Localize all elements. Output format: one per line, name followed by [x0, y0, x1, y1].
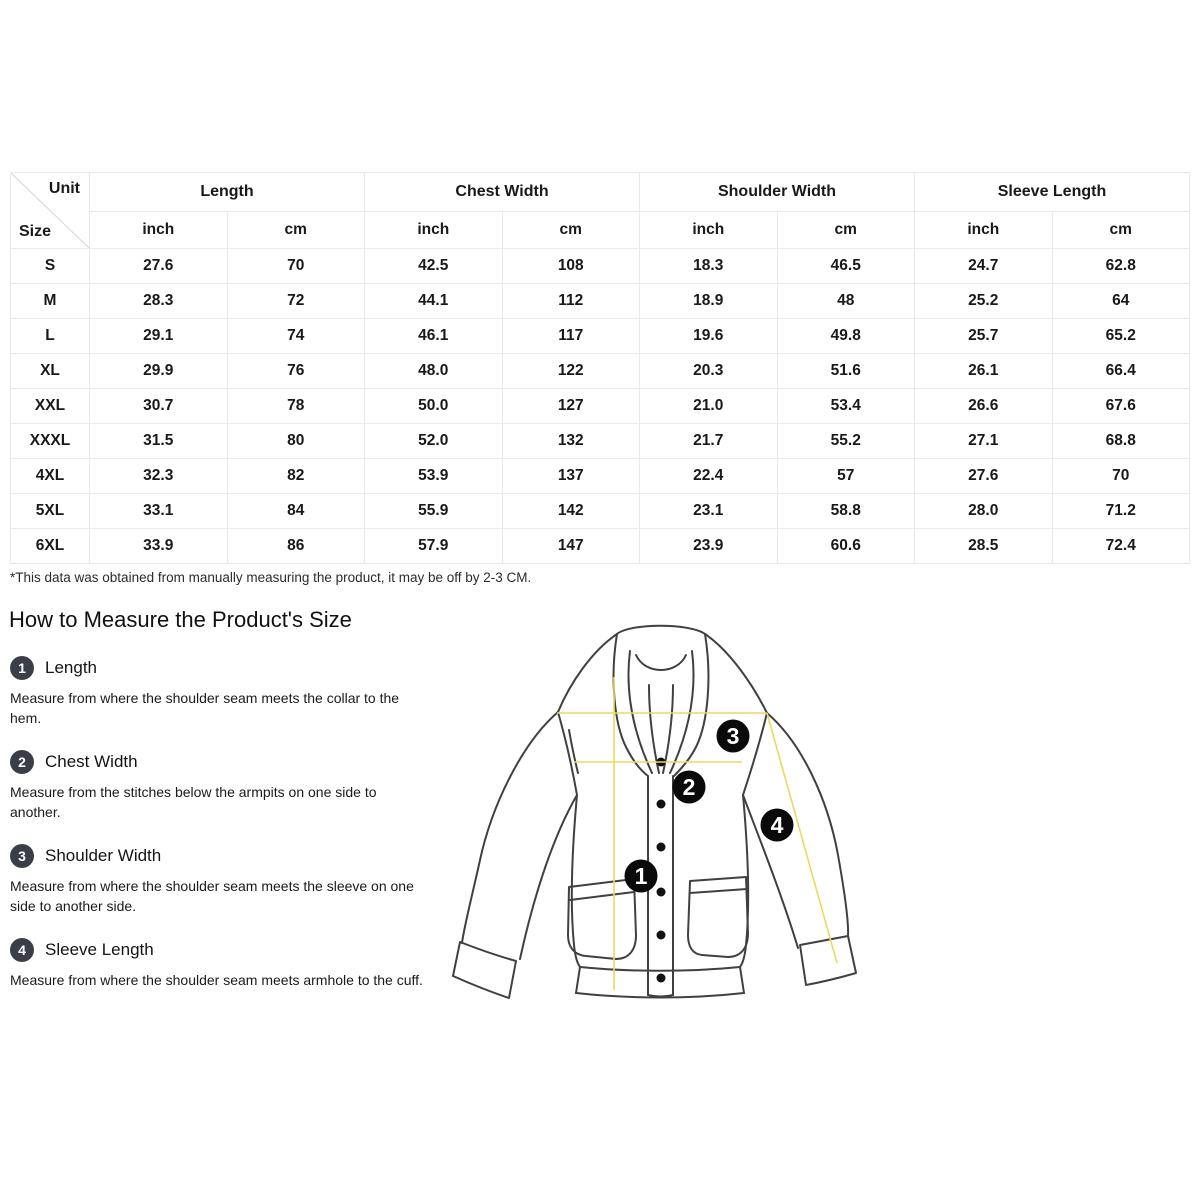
measure-guide-list	[10, 656, 440, 1012]
measurement-cell: 70	[1052, 459, 1190, 494]
unit-header: inch	[365, 212, 503, 249]
measurement-cell: 28.3	[90, 284, 228, 319]
measurement-cell: 22.4	[640, 459, 778, 494]
measurement-cell: 68.8	[1052, 424, 1190, 459]
table-row	[11, 249, 1190, 284]
measurement-cell: 50.0	[365, 389, 503, 424]
measurement-cell: 71.2	[1052, 494, 1190, 529]
table-row	[11, 529, 1190, 564]
measurement-cell: 65.2	[1052, 319, 1190, 354]
unit-header: cm	[777, 212, 915, 249]
guide-item-label: Shoulder Width	[45, 846, 162, 865]
measurement-cell: 29.9	[90, 354, 228, 389]
measure-markers	[625, 720, 794, 893]
measurement-cell: 23.9	[640, 529, 778, 564]
measurement-cell: 27.6	[90, 249, 228, 284]
measurement-cell: 53.4	[777, 389, 915, 424]
measurement-cell: 137	[502, 459, 640, 494]
table-group-header-row	[11, 173, 1190, 212]
measurement-cell: 62.8	[1052, 249, 1190, 284]
measure-guide-lines	[557, 677, 837, 990]
guide-item-shoulder-width	[10, 844, 440, 916]
size-label: L	[11, 319, 90, 354]
table-row	[11, 284, 1190, 319]
measurement-cell: 142	[502, 494, 640, 529]
guide-item-description: Measure from where the shoulder seam meets armhole to the cuff.	[10, 972, 423, 988]
guide-item-chest-width	[10, 750, 440, 822]
measurement-cell: 27.1	[915, 424, 1053, 459]
measurement-cell: 132	[502, 424, 640, 459]
unit-header: inch	[915, 212, 1053, 249]
measurement-cell: 82	[227, 459, 365, 494]
size-label: 4XL	[11, 459, 90, 494]
guide-item-description: Measure from the stitches below the armpits on one side to another.	[10, 784, 377, 820]
unit-header: cm	[502, 212, 640, 249]
unit-header: inch	[90, 212, 228, 249]
marker-3-label: 3	[726, 723, 740, 749]
measurement-cell: 21.0	[640, 389, 778, 424]
measurement-cell: 74	[227, 319, 365, 354]
measurement-cell: 24.7	[915, 249, 1053, 284]
measurement-cell: 18.3	[640, 249, 778, 284]
table-row	[11, 494, 1190, 529]
measurement-cell: 19.6	[640, 319, 778, 354]
guide-item-label: Length	[45, 658, 97, 677]
measurement-cell: 33.9	[90, 529, 228, 564]
measurement-cell: 44.1	[365, 284, 503, 319]
column-group-sleeve-length: Sleeve Length	[915, 173, 1190, 212]
measurement-cell: 20.3	[640, 354, 778, 389]
size-label: 5XL	[11, 494, 90, 529]
unit-header: cm	[1052, 212, 1190, 249]
measurement-cell: 18.9	[640, 284, 778, 319]
jacket-measure-diagram	[440, 615, 920, 1015]
size-label: XXL	[11, 389, 90, 424]
measurement-cell: 30.7	[90, 389, 228, 424]
measurement-cell: 46.5	[777, 249, 915, 284]
measurement-cell: 32.3	[90, 459, 228, 494]
measurement-cell: 25.7	[915, 319, 1053, 354]
measurement-cell: 80	[227, 424, 365, 459]
measurement-cell: 60.6	[777, 529, 915, 564]
measurement-cell: 72	[227, 284, 365, 319]
size-label: XXXL	[11, 424, 90, 459]
marker-2-label: 2	[682, 774, 696, 800]
table-row	[11, 424, 1190, 459]
size-chart-table	[10, 172, 1190, 564]
measurement-cell: 86	[227, 529, 365, 564]
measurement-cell: 84	[227, 494, 365, 529]
measurement-cell: 64	[1052, 284, 1190, 319]
size-label: M	[11, 284, 90, 319]
measurement-cell: 48.0	[365, 354, 503, 389]
measurement-cell: 78	[227, 389, 365, 424]
column-group-shoulder-width: Shoulder Width	[640, 173, 915, 212]
table-unit-header-row	[11, 212, 1190, 249]
measurement-cell: 58.8	[777, 494, 915, 529]
marker-1-label: 1	[634, 863, 648, 889]
table-row	[11, 354, 1190, 389]
measurement-cell: 26.1	[915, 354, 1053, 389]
measurement-cell: 66.4	[1052, 354, 1190, 389]
measurement-cell: 23.1	[640, 494, 778, 529]
measurement-cell: 25.2	[915, 284, 1053, 319]
how-to-measure-title: How to Measure the Product's Size	[9, 607, 352, 632]
step-1-badge: 1	[10, 656, 34, 680]
table-row	[11, 319, 1190, 354]
corner-unit-label: Unit	[48, 180, 80, 197]
measurement-cell: 76	[227, 354, 365, 389]
size-label: S	[11, 249, 90, 284]
measurement-cell: 122	[502, 354, 640, 389]
button-dots	[657, 758, 666, 983]
measurement-cell: 28.0	[915, 494, 1053, 529]
measurement-cell: 53.9	[365, 459, 503, 494]
measurement-cell: 26.6	[915, 389, 1053, 424]
unit-size-corner-cell	[11, 173, 90, 249]
guide-item-description: Measure from where the shoulder seam meets the sleeve on one side to another side.	[10, 878, 414, 914]
size-label: 6XL	[11, 529, 90, 564]
measurement-cell: 55.9	[365, 494, 503, 529]
measurement-cell: 21.7	[640, 424, 778, 459]
corner-size-label: Size	[19, 223, 52, 240]
step-3-badge: 3	[10, 844, 34, 868]
table-row	[11, 389, 1190, 424]
measurement-cell: 29.1	[90, 319, 228, 354]
measurement-cell: 28.5	[915, 529, 1053, 564]
measurement-cell: 67.6	[1052, 389, 1190, 424]
table-row	[11, 459, 1190, 494]
column-group-length: Length	[90, 173, 365, 212]
measurement-cell: 70	[227, 249, 365, 284]
guide-item-label: Sleeve Length	[45, 940, 154, 959]
measurement-cell: 72.4	[1052, 529, 1190, 564]
measurement-cell: 57	[777, 459, 915, 494]
size-label: XL	[11, 354, 90, 389]
column-group-chest-width: Chest Width	[365, 173, 640, 212]
measurement-cell: 42.5	[365, 249, 503, 284]
measurement-cell: 48	[777, 284, 915, 319]
measurement-cell: 127	[502, 389, 640, 424]
measurement-cell: 51.6	[777, 354, 915, 389]
measurement-cell: 57.9	[365, 529, 503, 564]
guide-item-description: Measure from where the shoulder seam meets the collar to the hem.	[10, 690, 400, 726]
measurement-cell: 27.6	[915, 459, 1053, 494]
measurement-cell: 117	[502, 319, 640, 354]
measurement-disclaimer: *This data was obtained from manually measuring the product, it may be off by 2-3 CM.	[10, 570, 532, 585]
guide-item-length	[10, 656, 440, 728]
marker-4-label: 4	[770, 812, 784, 838]
measurement-cell: 147	[502, 529, 640, 564]
unit-header: inch	[640, 212, 778, 249]
measurement-cell: 33.1	[90, 494, 228, 529]
measurement-cell: 108	[502, 249, 640, 284]
measurement-cell: 46.1	[365, 319, 503, 354]
step-2-badge: 2	[10, 750, 34, 774]
measurement-cell: 31.5	[90, 424, 228, 459]
step-4-badge: 4	[10, 938, 34, 962]
measurement-cell: 112	[502, 284, 640, 319]
measurement-cell: 49.8	[777, 319, 915, 354]
unit-header: cm	[227, 212, 365, 249]
guide-item-sleeve-length	[10, 938, 440, 990]
measurement-cell: 52.0	[365, 424, 503, 459]
cardigan-line-drawing-icon	[440, 615, 920, 1015]
measurement-cell: 55.2	[777, 424, 915, 459]
guide-item-label: Chest Width	[45, 752, 138, 771]
